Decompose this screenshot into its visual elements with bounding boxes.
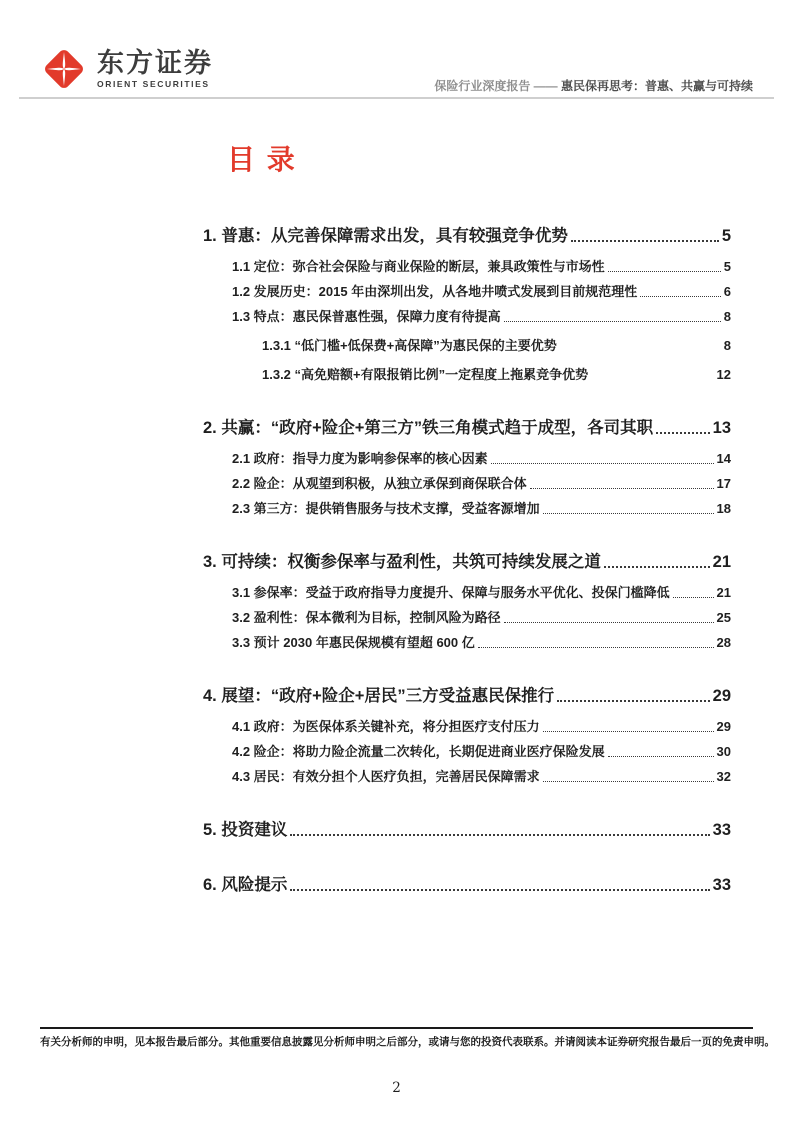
toc-entry-label: 2.2 险企：从观望到积极，从独立承保到商保联合体 (232, 476, 527, 491)
brand-name-en: ORIENT SECURITIES (97, 78, 210, 89)
toc-entry-page: 5 (721, 227, 731, 245)
toc-leader-dots (290, 834, 709, 836)
toc-leader-dots (504, 321, 721, 322)
toc-leader-dots (656, 432, 710, 434)
toc-entry-label: 1.3 特点：惠民保普惠性强，保障力度有待提高 (232, 309, 501, 324)
toc-entry[interactable] (203, 548, 731, 572)
toc-entry[interactable] (203, 256, 731, 275)
toc-entry-page: 21 (712, 553, 731, 571)
toc-leader-dots (673, 597, 714, 598)
toc-entry-label: 3.2 盈利性：保本微利为目标，控制风险为路径 (232, 610, 501, 625)
toc-leader-dots (571, 240, 719, 242)
toc-entry-label: 4.1 政府：为医保体系关键补充，将分担医疗支付压力 (232, 719, 540, 734)
brand-logo (40, 45, 213, 93)
toc-leader-dots (530, 488, 714, 489)
toc-leader-dots (557, 700, 710, 702)
toc-entry[interactable] (203, 871, 731, 895)
toc-entry-page: 25 (716, 610, 731, 625)
report-title-label: 惠民保再思考：普惠、共赢与可持续 (560, 79, 753, 93)
toc-entry-page: 28 (716, 635, 731, 650)
toc-entry-page: 6 (723, 284, 731, 299)
toc-title: 目 录 (227, 144, 297, 175)
toc-entry-label: 2.1 政府：指导力度为影响参保率的核心因素 (232, 451, 488, 466)
toc-entry-page: 33 (712, 821, 731, 839)
toc-entry-page: 13 (712, 419, 731, 437)
toc-entry[interactable] (203, 335, 731, 354)
toc-entry[interactable] (203, 414, 731, 438)
toc-entry-label: 2.3 第三方：提供销售服务与技术支撑，受益客源增加 (232, 501, 540, 516)
toc-entry-label: 5. 投资建议 (203, 821, 288, 839)
table-of-contents (203, 98, 731, 905)
toc-entry-label: 4.3 居民：有效分担个人医疗负担，完善居民保障需求 (232, 769, 540, 784)
toc-entry-label: 1. 普惠：从完善保障需求出发，具有较强竞争优势 (203, 227, 568, 245)
report-series-label: 保险行业深度报告 —— (434, 79, 561, 93)
toc-leader-dots (504, 622, 714, 623)
toc-entry-page: 8 (723, 338, 731, 353)
toc-entry[interactable] (203, 816, 731, 840)
toc-entry-label: 4. 展望：“政府+险企+居民”三方受益惠民保推行 (203, 687, 555, 705)
toc-leader-dots (608, 271, 721, 272)
toc-leader-dots (543, 731, 714, 732)
toc-entry[interactable] (203, 473, 731, 492)
toc-entry-page: 8 (723, 309, 731, 324)
toc-entry-page: 33 (712, 876, 731, 894)
brand-name-cn: 东方证券 (97, 48, 213, 79)
toc-entry[interactable] (203, 716, 731, 735)
page-number: 2 (392, 1080, 401, 1096)
toc-entry-label: 2. 共赢：“政府+险企+第三方”铁三角模式趋于成型，各司其职 (203, 419, 654, 437)
toc-entry[interactable] (203, 607, 731, 626)
toc-leader-dots (608, 756, 714, 757)
toc-entry[interactable] (203, 306, 731, 325)
toc-entry-label: 4.2 险企：将助力险企流量二次转化，长期促进商业医疗保险发展 (232, 744, 605, 759)
toc-entry[interactable] (203, 741, 731, 760)
toc-list (203, 222, 731, 895)
toc-entry-label: 1.3.1 “低门槛+低保费+高保障”为惠民保的主要优势 (262, 338, 557, 353)
toc-entry-page: 18 (716, 501, 731, 516)
footer-divider (40, 1027, 753, 1029)
toc-entry[interactable] (203, 582, 731, 601)
orient-securities-logo-icon (40, 45, 88, 93)
toc-entry[interactable] (203, 448, 731, 467)
toc-entry[interactable] (203, 281, 731, 300)
toc-entry[interactable] (203, 766, 731, 785)
toc-leader-dots (640, 296, 721, 297)
toc-entry[interactable] (203, 682, 731, 706)
toc-leader-dots (543, 513, 714, 514)
toc-entry[interactable] (203, 222, 731, 246)
toc-entry-page: 29 (712, 687, 731, 705)
toc-entry[interactable] (203, 364, 731, 383)
toc-leader-dots (290, 889, 709, 891)
toc-entry[interactable] (203, 498, 731, 517)
toc-entry-page: 21 (716, 585, 731, 600)
toc-entry-page: 29 (716, 719, 731, 734)
footer-disclaimer: 有关分析师的申明，见本报告最后部分。其他重要信息披露见分析师申明之后部分，或请与您的投资代表联系。并请阅读本证券研究报告最后一页的免责申明。 (40, 1036, 775, 1048)
toc-entry-label: 3. 可持续：权衡参保率与盈利性，共筑可持续发展之道 (203, 553, 601, 571)
toc-leader-dots (604, 566, 710, 568)
toc-leader-dots (478, 647, 714, 648)
brand-wordmark (97, 49, 213, 89)
toc-leader-dots (543, 781, 714, 782)
toc-entry-page: 17 (716, 476, 731, 491)
toc-entry-page: 30 (716, 744, 731, 759)
toc-entry-page: 5 (723, 259, 731, 274)
toc-entry-label: 3.1 参保率：受益于政府指导力度提升、保障与服务水平优化、投保门槛降低 (232, 585, 670, 600)
toc-entry-label: 1.3.2 “高免赔额+有限报销比例”一定程度上拖累竞争优势 (262, 367, 589, 382)
toc-entry[interactable] (203, 632, 731, 651)
toc-entry-page: 32 (716, 769, 731, 784)
toc-entry-page: 12 (716, 367, 731, 382)
toc-entry-label: 1.1 定位：弥合社会保险与商业保险的断层，兼具政策性与市场性 (232, 259, 605, 274)
toc-entry-label: 6. 风险提示 (203, 876, 288, 894)
toc-entry-label: 1.2 发展历史：2015 年由深圳出发，从各地井喷式发展到目前规范理性 (232, 284, 638, 299)
report-header-title (434, 77, 753, 94)
toc-entry-page: 14 (716, 451, 731, 466)
toc-entry-label: 3.3 预计 2030 年惠民保规模有望超 600 亿 (232, 635, 475, 650)
toc-leader-dots (491, 463, 714, 464)
